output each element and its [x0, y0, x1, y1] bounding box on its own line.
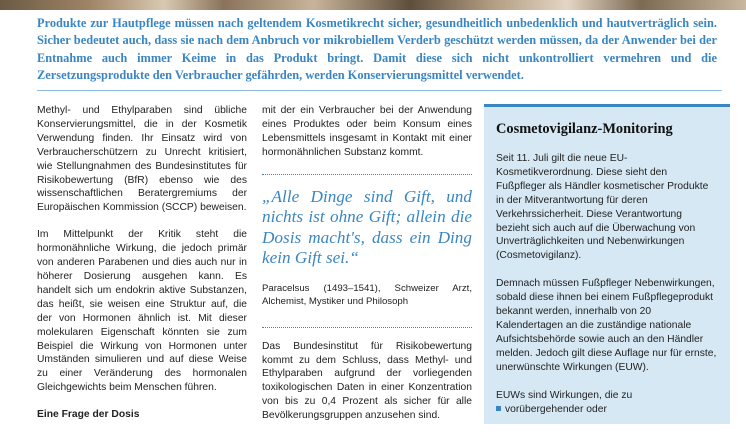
sidebar-bullet — [496, 403, 718, 417]
column-left — [37, 104, 247, 435]
divider-rule — [37, 90, 722, 91]
sidebar-paragraph-3: EUWs sind Wirkungen, die zu — [496, 389, 633, 401]
sidebar-bullet-text: vorübergehender oder — [505, 403, 607, 415]
sidebar-paragraph-1: Seit 11. Juli gilt die neue EU-Kosmetikverordnung. Diese sieht den Fußpfleger als Händler kosmetischer Produkte in der Mitverantwortung für deren Verkehrssicherheit. Diese Verantwortung bezieht sich auch auf die Überwachung von Unverträglichkeiten und Nebenwirkungen (Cosmetovigilanz). — [496, 153, 709, 262]
lead-paragraph: Produkte zur Hautpflege müssen nach geltendem Kosmetikrecht sicher, gesundheitlich unbedenklich und hautverträglich sein. Sicher bedeutet auch, dass sie nach dem Anbruch vor mikrobiellem Verderb geschützt werden müssen, da der Anwender bei der Entnahme auch immer Keime in das Produkt bringt. Damit diese sich nicht unkontrolliert vermehren und die Zersetzungsprodukte den Verbraucher gefährden, werden Konservierungsmittel verwendet. — [37, 16, 717, 83]
sidebar-body — [496, 152, 718, 430]
quote-attribution: Paracelsus (1493–1541), Schweizer Arzt, Alchemist, Mystiker und Philosoph — [262, 282, 472, 307]
sidebar-paragraph-2: Demnach müssen Fußpfleger Nebenwirkungen, sobald diese ihnen bei einem Fußpflegeprodukt bekannt werden, innerhalb von 20 Kalendertagen an die zuständige nationale Aufsichtsbehörde sowie auch an den Händler melden. Jedoch gilt diese Auflage nur für ernste, unerwünschte Wirkungen (EUW). — [496, 278, 717, 373]
pull-quote: „Alle Dinge sind Gift, und nichts ist ohne Gift; allein die Dosis macht's, dass ein Ding kein Gift sei.“ — [262, 186, 472, 268]
column-middle — [262, 104, 472, 436]
col2-paragraph-1: mit der ein Verbraucher bei der Anwendung eines Produktes oder beim Konsum eines Lebensmittels insgesamt in Kontakt mit einer hormonähnlichen Substanz kommt. — [262, 105, 472, 158]
col1-paragraph-2: Im Mittelpunkt der Kritik steht die hormonähnliche Wirkung, die jedoch primär von anderen Parabenen und dies auch nur in höherer Dosierung ausgehen kann. Es handelt sich um endokrin aktive Substanzen, das heißt, sie weisen eine Struktur auf, die der von Hormonen ähnlich ist. Mit dieser molekularen Eigenschaft könnten sie zum Beispiel die Wirkung von Hormonen unter Umständen simulieren und auf diese Weise zu einer Veränderung des hormonalen Gleichgewichts beim Menschen führen. — [37, 229, 247, 394]
col2-paragraph-2: Das Bundesinstitut für Risikobewertung kommt zu dem Schluss, dass Methyl- und Ethylparaben aufgrund der vorliegenden toxikologischen Daten in einer Konzentration von bis zu 0,4 Prozent als sicher für alle Bevölkerungsgruppen anzusehen sind. — [262, 340, 472, 422]
bullet-square-icon — [496, 406, 501, 411]
quote-separator — [262, 174, 472, 175]
col1-subheading: Eine Frage der Dosis — [37, 409, 140, 421]
sidebar-box — [484, 104, 730, 424]
header-photo-strip — [0, 0, 746, 10]
quote-separator-bottom — [262, 327, 472, 328]
sidebar-title: Cosmetovigilanz-Monitoring — [496, 121, 673, 137]
col1-paragraph-1: Methyl- und Ethylparaben sind übliche Konservierungsmittel, die in der Kosmetik Verwendung finden. Ihr Einsatz wird von Verbraucherschützern zu Unrecht kritisiert, wie Stellungnahmen des Bundesinstitutes für Risikobewertung (BfR) ebenso wie des wissenschaftlichen Beratergremiums der Europäischen Kommission (SCCP) beweisen. — [37, 105, 247, 214]
